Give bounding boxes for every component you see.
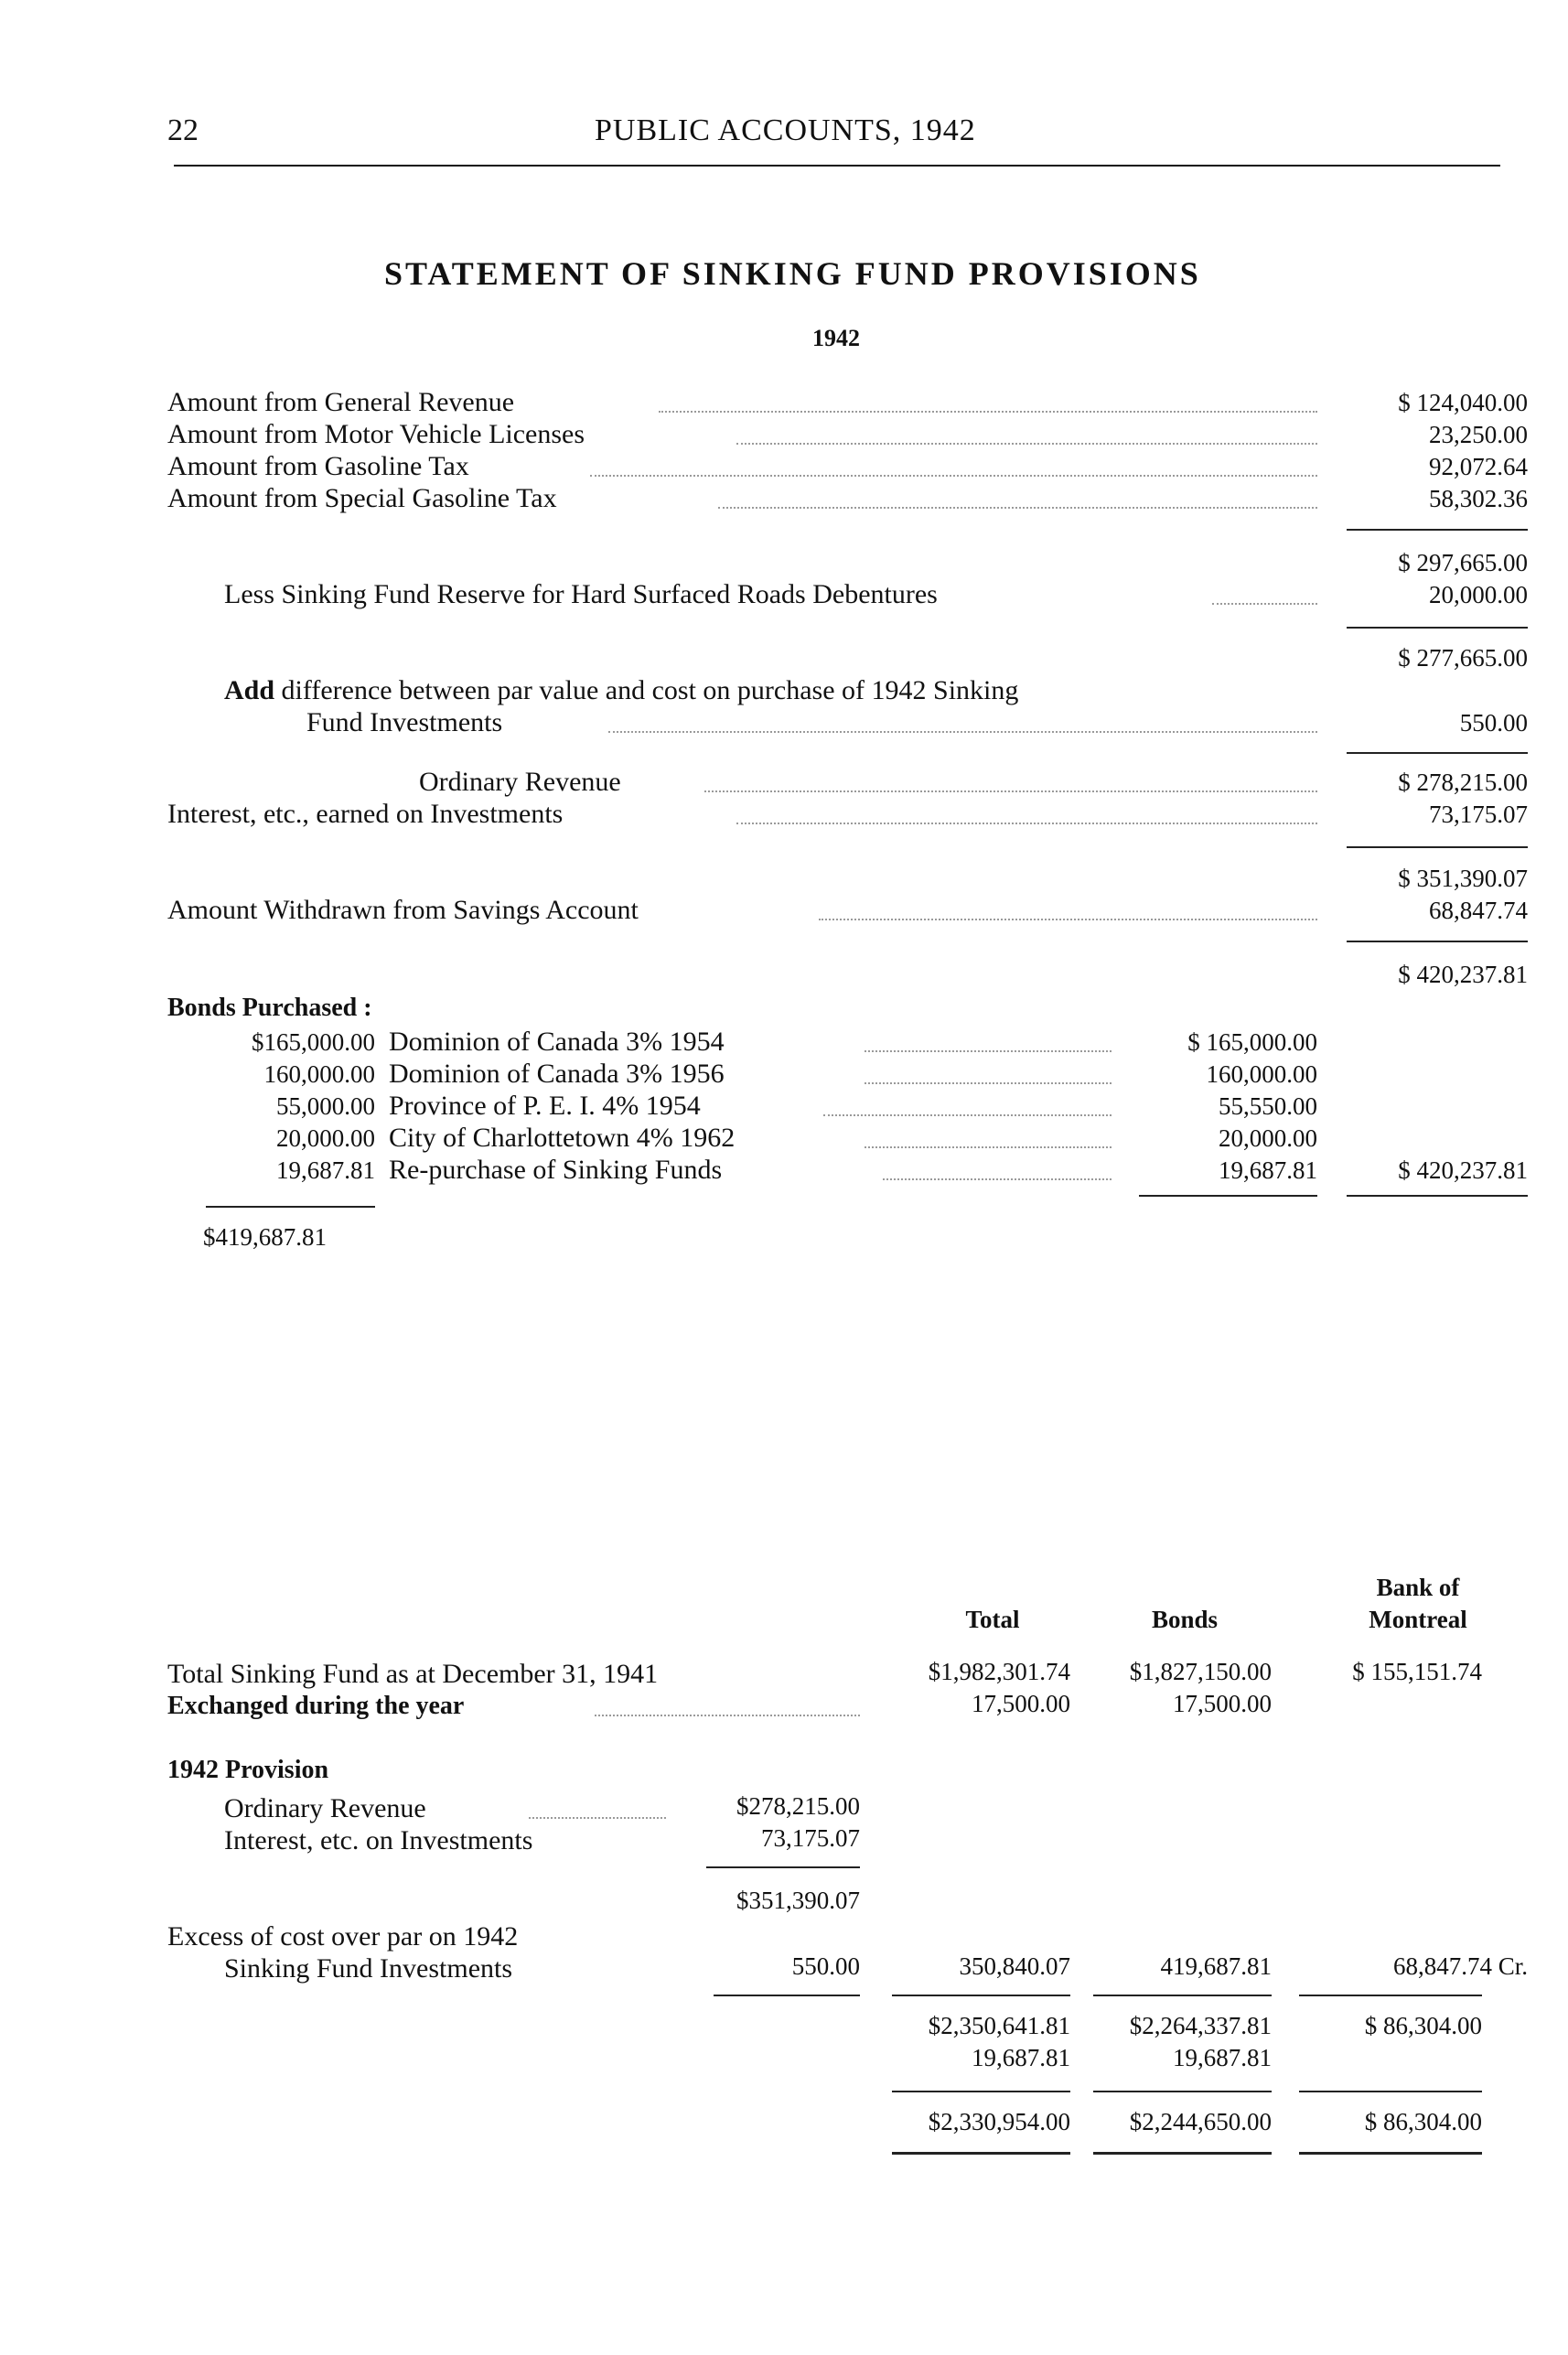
bond-face-value: 20,000.00	[276, 1124, 375, 1152]
bond-face-value: 55,000.00	[276, 1092, 375, 1120]
summary-total-1941-bonds: $1,827,150.00	[1129, 1658, 1272, 1685]
bond-face-value: 19,687.81	[276, 1156, 375, 1184]
deduct-bonds: 19,687.81	[1173, 2044, 1272, 2071]
provision-ordinary-label: Ordinary Revenue	[224, 1793, 426, 1823]
leader-dots	[736, 823, 1317, 824]
line-interest-earned-amount: 73,175.07	[1429, 801, 1528, 828]
line-general-revenue-amount: $ 124,040.00	[1398, 389, 1528, 416]
leader-dots	[529, 1817, 666, 1819]
line-motor-vehicle-label: Amount from Motor Vehicle Licenses	[167, 419, 585, 449]
provision-rule	[714, 1995, 860, 1996]
bank-column-rule	[1299, 2091, 1482, 2092]
sum-rule	[1347, 941, 1528, 942]
line-gasoline-label: Amount from Gasoline Tax	[167, 451, 469, 481]
final-total: $2,330,954.00	[928, 2108, 1070, 2135]
bond-cost: 160,000.00	[1206, 1060, 1317, 1088]
running-title: PUBLIC ACCOUNTS, 1942	[595, 113, 976, 147]
line-gasoline-amount: 92,072.64	[1429, 453, 1528, 480]
subtotal-1: $ 297,665.00	[1398, 549, 1528, 576]
sum-rule	[1347, 529, 1528, 531]
sum-rule	[1347, 752, 1528, 754]
summary-total-1941-label: Total Sinking Fund as at December 31, 1941	[167, 1659, 659, 1689]
provision-ordinary-amount: $278,215.00	[736, 1792, 860, 1820]
leader-dots	[823, 1114, 1112, 1116]
line-add-difference-amount: 550.00	[1459, 709, 1528, 737]
line-interest-earned-label: Interest, etc., earned on Investments	[167, 799, 564, 829]
bond-face-value: 160,000.00	[263, 1060, 375, 1088]
line-motor-vehicle-amount: 23,250.00	[1429, 421, 1528, 448]
subtotal-3: $ 351,390.07	[1398, 865, 1528, 892]
sum-rule	[1347, 627, 1528, 629]
bond-cost: 55,550.00	[1219, 1092, 1317, 1120]
bonds-column-rule	[1093, 2091, 1272, 2092]
leader-dots	[718, 507, 1317, 509]
leader-dots	[736, 443, 1317, 445]
leader-dots	[883, 1178, 1112, 1180]
summary-total-1941-total: $1,982,301.74	[928, 1658, 1070, 1685]
final-bonds-double-rule	[1093, 2152, 1272, 2155]
provision-interest-label: Interest, etc. on Investments	[224, 1825, 533, 1855]
provision-subtotal: $351,390.07	[736, 1887, 860, 1914]
bond-description: Dominion of Canada 3% 1956	[389, 1059, 725, 1089]
bond-description: City of Charlottetown 4% 1962	[389, 1123, 736, 1153]
excess-bank: 68,847.74 Cr.	[1392, 1952, 1528, 1980]
bond-face-value: $165,000.00	[252, 1028, 375, 1056]
sum-rule	[706, 1866, 860, 1868]
column-bank-header-line2: Montreal	[1369, 1606, 1467, 1633]
summary-exchanged-label: Exchanged during the year	[167, 1692, 465, 1720]
line-withdrawn-amount: 68,847.74	[1429, 897, 1528, 924]
line-special-gasoline-amount: 58,302.36	[1429, 485, 1528, 512]
bonds-total-right: $ 420,237.81	[1398, 1156, 1528, 1184]
final-bonds: $2,244,650.00	[1129, 2108, 1272, 2135]
leader-dots	[865, 1082, 1112, 1084]
bond-cost: 20,000.00	[1219, 1124, 1317, 1152]
subtotal-2: $ 277,665.00	[1398, 644, 1528, 672]
leader-dots	[865, 1146, 1112, 1148]
excess-total: 350,840.07	[959, 1952, 1070, 1980]
bond-description: Dominion of Canada 3% 1954	[389, 1027, 725, 1057]
bank-column-rule	[1299, 1995, 1482, 1996]
column-bank-header: Bank of	[1376, 1574, 1460, 1601]
column-bonds-header: Bonds	[1151, 1606, 1219, 1633]
summary-exchanged-bonds: 17,500.00	[1173, 1690, 1272, 1717]
gross-bonds: $2,264,337.81	[1129, 2012, 1272, 2039]
statement-title: STATEMENT OF SINKING FUND PROVISIONS	[384, 255, 1201, 292]
line-special-gasoline-label: Amount from Special Gasoline Tax	[167, 483, 557, 513]
line-less-reserve-label: Less Sinking Fund Reserve for Hard Surfaced Roads Debentures	[224, 579, 938, 609]
gross-bank: $ 86,304.00	[1364, 2012, 1482, 2039]
add-difference-text: difference between par value and cost on purchase of 1942 Sinking	[281, 675, 1019, 705]
leader-dots	[590, 475, 1317, 477]
provision-interest-amount: 73,175.07	[761, 1824, 860, 1852]
leader-dots	[865, 1050, 1112, 1052]
page-number: 22	[167, 113, 199, 147]
leader-dots	[819, 919, 1317, 920]
line-less-reserve-amount: 20,000.00	[1429, 581, 1528, 608]
summary-total-1941-bank: $ 155,151.74	[1352, 1658, 1482, 1685]
final-total-double-rule	[892, 2152, 1070, 2155]
leader-dots	[704, 790, 1317, 792]
bonds-heading: Bonds Purchased :	[167, 994, 372, 1022]
excess-label-line1: Excess of cost over par on 1942	[167, 1921, 519, 1952]
excess-amount: 550.00	[791, 1952, 860, 1980]
line-ordinary-revenue-amount: $ 278,215.00	[1398, 769, 1528, 796]
final-bank-double-rule	[1299, 2152, 1482, 2155]
total-column-rule	[892, 1995, 1070, 1996]
bonds-column-rule	[1093, 1995, 1272, 1996]
column-total-header: Total	[965, 1606, 1020, 1633]
line-withdrawn-label: Amount Withdrawn from Savings Account	[167, 895, 639, 925]
bond-description: Province of P. E. I. 4% 1954	[389, 1091, 701, 1121]
line-ordinary-revenue-label: Ordinary Revenue	[419, 767, 621, 797]
add-keyword: Add	[224, 675, 275, 705]
bond-description: Re-purchase of Sinking Funds	[389, 1155, 723, 1185]
provision-heading: 1942 Provision	[167, 1756, 329, 1784]
bonds-cost-rule	[1139, 1195, 1317, 1197]
leader-dots	[659, 411, 1317, 413]
excess-bonds: 419,687.81	[1160, 1952, 1272, 1980]
statement-total: $ 420,237.81	[1398, 961, 1528, 988]
line-add-difference-cont: Fund Investments	[306, 707, 503, 737]
total-column-rule	[892, 2091, 1070, 2092]
deduct-total: 19,687.81	[972, 2044, 1070, 2071]
bonds-face-rule	[206, 1206, 375, 1208]
sum-rule	[1347, 846, 1528, 848]
statement-year: 1942	[812, 325, 860, 351]
leader-dots	[595, 1715, 860, 1716]
summary-exchanged-total: 17,500.00	[972, 1690, 1070, 1717]
bonds-face-total: $419,687.81	[203, 1223, 327, 1251]
bonds-total-rule	[1347, 1195, 1528, 1197]
bond-cost: 19,687.81	[1219, 1156, 1317, 1184]
line-add-difference	[224, 675, 1018, 706]
leader-dots	[608, 731, 1317, 733]
bond-cost: $ 165,000.00	[1187, 1028, 1317, 1056]
line-general-revenue-label: Amount from General Revenue	[167, 387, 515, 417]
gross-total: $2,350,641.81	[928, 2012, 1070, 2039]
header-rule	[174, 165, 1500, 167]
leader-dots	[1212, 603, 1317, 605]
excess-label-line2: Sinking Fund Investments	[224, 1953, 513, 1984]
final-bank: $ 86,304.00	[1364, 2108, 1482, 2135]
